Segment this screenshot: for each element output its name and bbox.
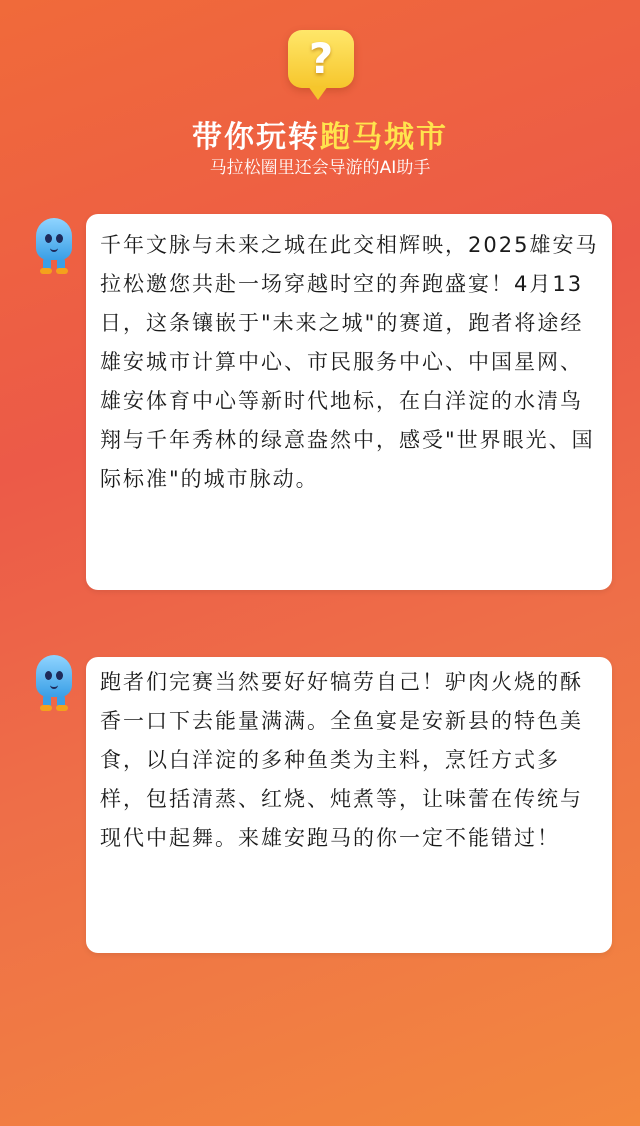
title-highlight: 跑马城市 xyxy=(320,120,448,155)
mascot-avatar-icon xyxy=(30,218,78,274)
message-card xyxy=(86,657,612,953)
question-bubble-icon: ? xyxy=(288,30,354,88)
message-text: 跑者们完赛当然要好好犒劳自己！驴肉火烧的酥香一口下去能量满满。全鱼宴是安新县的特色美食，以白洋淀的多种鱼类为主料，烹饪方式多样，包括清蒸、红烧、炖煮等，让味蕾在传统与现代中起舞。来雄安跑马的你一定不能错过！ xyxy=(100,670,583,850)
header xyxy=(0,0,640,200)
page-subtitle: 马拉松圈里还会导游的AI助手 xyxy=(209,158,431,178)
page-title xyxy=(0,112,640,156)
message-text: 千年文脉与未来之城在此交相辉映，2025雄安马拉松邀您共赴一场穿越时空的奔跑盛宴！4月13日，这条镶嵌于"未来之城"的赛道，跑者将途经雄安城市计算中心、市民服务中心、中国星网、雄安体育中心等新时代地标，在白洋淀的水清鸟翔与千年秀林的绿意盎然中，感受"世界眼光、国际标准"的城市脉动。 xyxy=(100,233,599,491)
mascot-avatar-icon xyxy=(30,655,78,711)
message-card xyxy=(86,214,612,590)
title-part1: 带你玩转 xyxy=(192,120,320,155)
